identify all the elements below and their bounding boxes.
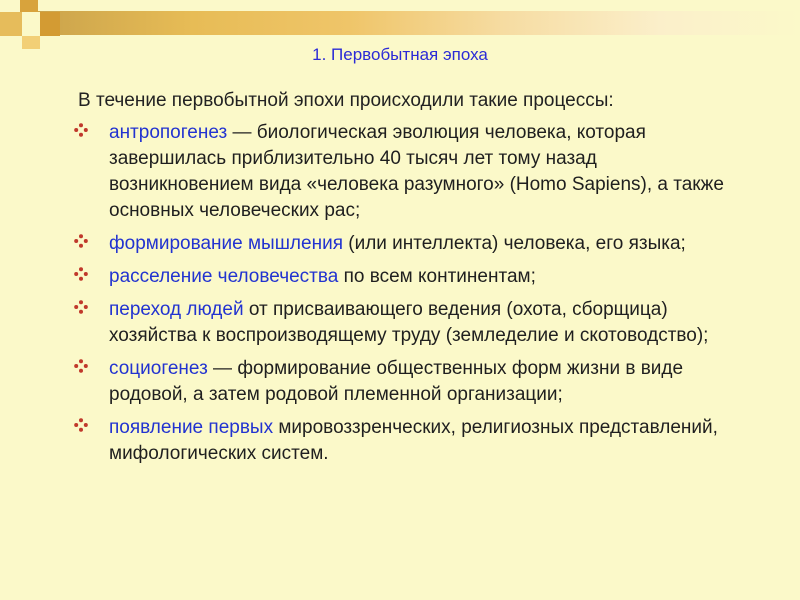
list-item-text: по всем континентам;: [338, 266, 536, 287]
diamond-bullet-icon: [74, 418, 88, 432]
list-item-term: антропогенез: [109, 122, 228, 143]
diamond-bullet-icon: [74, 123, 88, 137]
decoration-square: [40, 12, 60, 36]
decoration-square: [22, 12, 40, 36]
list-item-text: — формирование общественных форм жизни в виде родовой, а затем родовой племенной организации;: [109, 358, 684, 405]
slide-title: 1. Первобытная эпоха: [312, 45, 488, 64]
diamond-bullet-icon: [74, 300, 88, 314]
decoration-square: [0, 12, 22, 36]
list-item: [72, 356, 742, 408]
list-item: [72, 120, 742, 224]
diamond-bullet-icon: [74, 234, 88, 248]
list-item: [72, 297, 742, 349]
header-decoration-bar: [22, 11, 800, 35]
list-item-text: — биологическая эволюция человека, которая завершилась приблизительно 40 тысяч лет тому назад возникновением вида «человека разумного» (Homo Sapiens), а также основных человеческих рас;: [109, 122, 724, 221]
intro-text: В течение первобытной эпохи происходили такие процессы:: [78, 90, 614, 111]
decoration-square: [20, 0, 38, 12]
list-item-term: переход людей: [109, 299, 244, 320]
list-item-text: от присваивающего ведения (охота, сборщица) хозяйства к воспроизводящему труду (земледелие и скотоводство);: [109, 299, 709, 346]
list-item-term: расселение человечества: [109, 266, 339, 287]
list-item: [72, 264, 742, 290]
list-item-term: появление первых: [109, 417, 274, 438]
list-item-term: формирование мышления: [109, 233, 343, 254]
list-item-term: социогенез: [109, 358, 208, 379]
list-item: [72, 231, 742, 257]
list-item: [72, 415, 742, 467]
list-item-text: мировоззренческих, религиозных представлений, мифологических систем.: [109, 417, 718, 464]
list-item-text: (или интеллекта) человека, его языка;: [342, 233, 686, 254]
diamond-bullet-icon: [74, 359, 88, 373]
diamond-bullet-icon: [74, 267, 88, 281]
process-list: [72, 120, 742, 474]
